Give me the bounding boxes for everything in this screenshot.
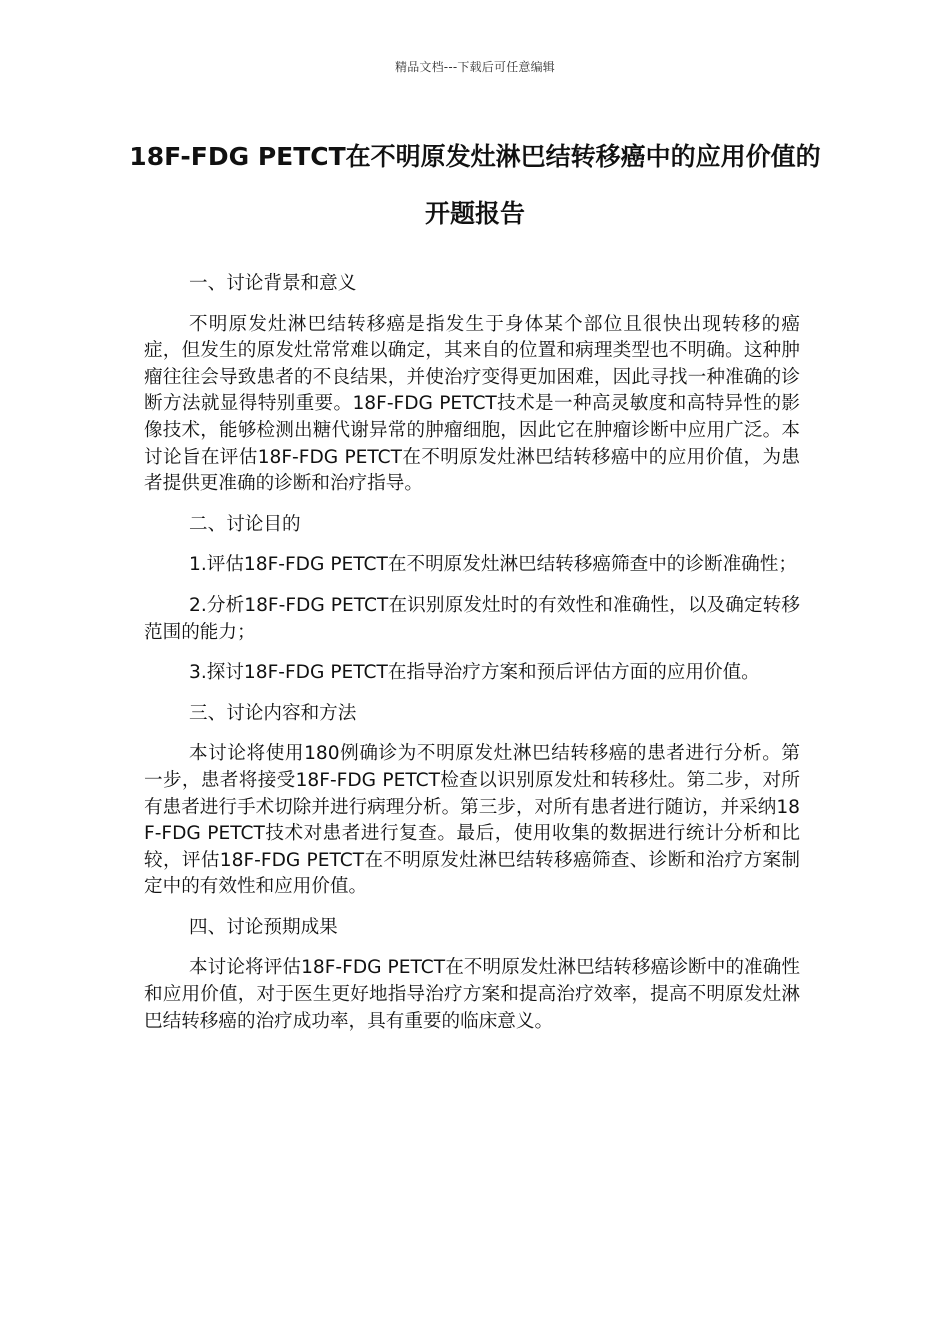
objective-item: 3.探讨18F-FDG PETCT在指导治疗方案和预后评估方面的应用价值。 bbox=[189, 662, 760, 684]
body-paragraph: 本讨论将评估18F-FDG PETCT在不明原发灶淋巴结转移癌诊断中的准确性和应用价值，对于医生更好地指导治疗方案和提高治疗效率，提高不明原发灶淋巴结转移癌的治疗成功率，具有重要的临床意义。 bbox=[144, 957, 800, 1032]
section-heading: 三、讨论内容和方法 bbox=[189, 702, 357, 724]
section-heading: 一、讨论背景和意义 bbox=[189, 273, 357, 294]
section-methods bbox=[144, 701, 800, 901]
header-note: 精品文档---下载后可任意编辑 bbox=[395, 60, 555, 74]
document-body bbox=[144, 271, 800, 1049]
objective-item: 1.评估18F-FDG PETCT在不明原发灶淋巴结转移癌筛查中的诊断准确性； bbox=[189, 554, 797, 576]
objective-item: 2.分析18F-FDG PETCT在识别原发灶时的有效性和准确性，以及确定转移范围的能力； bbox=[144, 594, 800, 643]
section-objectives bbox=[144, 512, 800, 687]
body-paragraph: 不明原发灶淋巴结转移癌是指发生于身体某个部位且很快出现转移的癌症，但发生的原发灶常常难以确定，其来自的位置和病理类型也不明确。这种肿瘤往往会导致患者的不良结果，并使治疗变得更加困难，因此寻找一种准确的诊断方法就显得特别重要。18F-FDG PETCT技术是一种高灵敏度和高特异性的影像技术，能够检测出糖代谢异常的肿瘤细胞，因此它在肿瘤诊断中应用广泛。本讨论旨在评估18F-FDG PETCT在不明原发灶淋巴结转移癌中的应用价值，为患者提供更准确的诊断和治疗指导。 bbox=[144, 313, 800, 495]
section-expected-results bbox=[144, 915, 800, 1035]
section-background bbox=[144, 271, 800, 498]
section-heading: 四、讨论预期成果 bbox=[189, 916, 338, 938]
body-paragraph: 本讨论将使用180例确诊为不明原发灶淋巴结转移癌的患者进行分析。第一步，患者将接受18F-FDG PETCT检查以识别原发灶和转移灶。第二步，对所有患者进行手术切除并进行病理分析。第三步，对所有患者进行随访，并采纳18F-FDG PETCT技术对患者进行复查。最后，使用收集的数据进行统计分析和比较，评估18F-FDG PETCT在不明原发灶淋巴结转移癌筛查、诊断和治疗方案制定中的有效性和应用价值。 bbox=[144, 743, 800, 898]
document-title: 18F-FDG PETCT在不明原发灶淋巴结转移癌中的应用价值的开题报告 bbox=[129, 142, 821, 228]
section-heading: 二、讨论目的 bbox=[189, 513, 301, 535]
